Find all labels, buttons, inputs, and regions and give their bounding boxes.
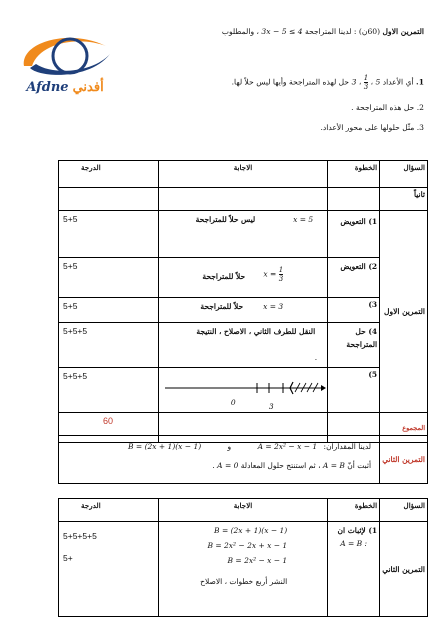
row4-step: 4) حل المتراجحة [328,323,380,368]
question-1: 1. أي الأعداد 3 ، $\frac{1}{3}$ ، 5 حل لهذه المتراجحة وأيها ليس حلاً لها. [231,74,424,91]
exercise2-statement [59,436,380,484]
row2-step: 2) التعويض [328,258,380,298]
section-label: ثانياً [380,188,428,211]
table-row [59,368,428,413]
exercise1-label: التمرين الاول [380,211,428,413]
table-row [59,258,428,298]
row1-grade: 5+5 [59,211,159,258]
table3-header-row [59,499,428,522]
header-grade: الدرجة [59,161,159,188]
row3-grade: 5+5 [59,298,159,323]
row4-answer [158,323,327,368]
inequality: 3x − 5 ≤ 4 [261,27,303,36]
t3-line-1: B = (2x + 1)(x − 1) [214,526,288,535]
row3-step: 3) [328,298,380,323]
header-answer: الاجابة [158,499,327,522]
row2-expr: x = $\frac{1}{3}$ [263,266,284,283]
t3-line-2: B = 2x² − 2x + x − 1 [207,541,288,550]
logo-arabic: أفدني [72,80,104,95]
q1-num-3: 3 [351,77,357,87]
exercise2-label-b: التمرين الثاني [380,522,428,617]
row4-grade: 5+5+5 [59,323,159,368]
table1-header-row [59,161,428,188]
row5-answer [158,368,327,413]
q1-frac: $\frac{1}{3}$ [363,74,369,91]
question-3: 3. مثّل حلولها على محور الأعداد. [320,123,424,132]
exercise2-line2: أثبت أنّ A = B ، ثم استنتج حلول المعادلة A = 0 . [212,461,372,470]
header-step: الخطوة [328,161,380,188]
row1-expr: x = 5 [293,215,314,224]
title-label: التمرين الاول [382,27,424,36]
table-row [59,323,428,368]
q1-num-5: 5 [375,77,381,87]
total-value: 60 [59,413,159,443]
answer-table-2 [58,498,428,617]
t3-line-3: B = 2x² − x − 1 [227,556,288,565]
table-row [59,522,428,617]
logo-text [10,80,120,95]
t3-step-label: 1) لإثبات ان [337,526,378,535]
table1-section-row [59,188,428,211]
t3-note: النشر أربع خطوات ، الاصلاح [200,577,288,586]
logo-swoosh-icon [10,24,120,84]
t3-step [328,522,380,617]
row1-step: 1) التعويض [328,211,380,258]
q1-text-b: حل لهذه المتراجحة وأيها ليس حلاً لها. [231,77,350,87]
table-row [59,211,428,258]
logo-latin: Afdne [26,80,69,95]
t3-grade [59,522,159,617]
exercise2-table [58,435,428,484]
row1-answer-text: ليس حلاً للمتراجحة [195,215,256,224]
total-label: المجموع [380,413,428,443]
number-line [161,374,326,410]
header-grade: الدرجة [59,499,159,522]
row5-grade: 5+5+5 [59,368,159,413]
header-question: السؤال [380,499,428,522]
row4-answer-text: النقل للطرف الثاني ، الاصلاح ، النتيجة [196,327,316,336]
row4-dot: . [314,353,318,362]
t3-grade-line2: 5+ [63,553,73,563]
row3-answer-text: حلاً للمتراجحة [200,302,244,311]
answer-table-1 [58,160,428,443]
axis-label-0: 0 [230,398,236,407]
header-step: الخطوة [328,499,380,522]
q1-text-a: أي الأعداد [382,77,414,87]
header-question: السؤال [380,161,428,188]
t3-step-expr: A = B : [340,539,368,548]
row2-answer-text: حلاً للمتراجحة [202,272,246,281]
site-logo [10,24,120,110]
axis-label-3: 3 [268,402,274,411]
q1-num: 1. [416,77,424,87]
title-points: (60ن) [358,27,381,36]
row5-step: 5) [328,368,380,413]
title-tail: ، والمطلوب [221,27,259,36]
table-row [59,298,428,323]
question-2: 2. حل هذه المتراجحة . [351,103,424,112]
row2-grade: 5+5 [59,258,159,298]
exercise2-line1: لدينا المقداران: A = 2x² − x − 1 و B = (2x + 1)(x − 1) [128,442,372,451]
header-answer: الاجابة [158,161,327,188]
row3-expr: x = 3 [263,302,284,311]
exercise1-title [222,26,424,38]
row1-answer [158,211,327,258]
exercise2-label: التمرين الثاني [380,436,428,484]
row3-answer [158,298,327,323]
t3-grade-line1: 5+5+5+5 [63,531,97,541]
row2-answer [158,258,327,298]
title-rest: : لدينا المتراجحة [305,27,357,36]
t3-answer [158,522,327,617]
